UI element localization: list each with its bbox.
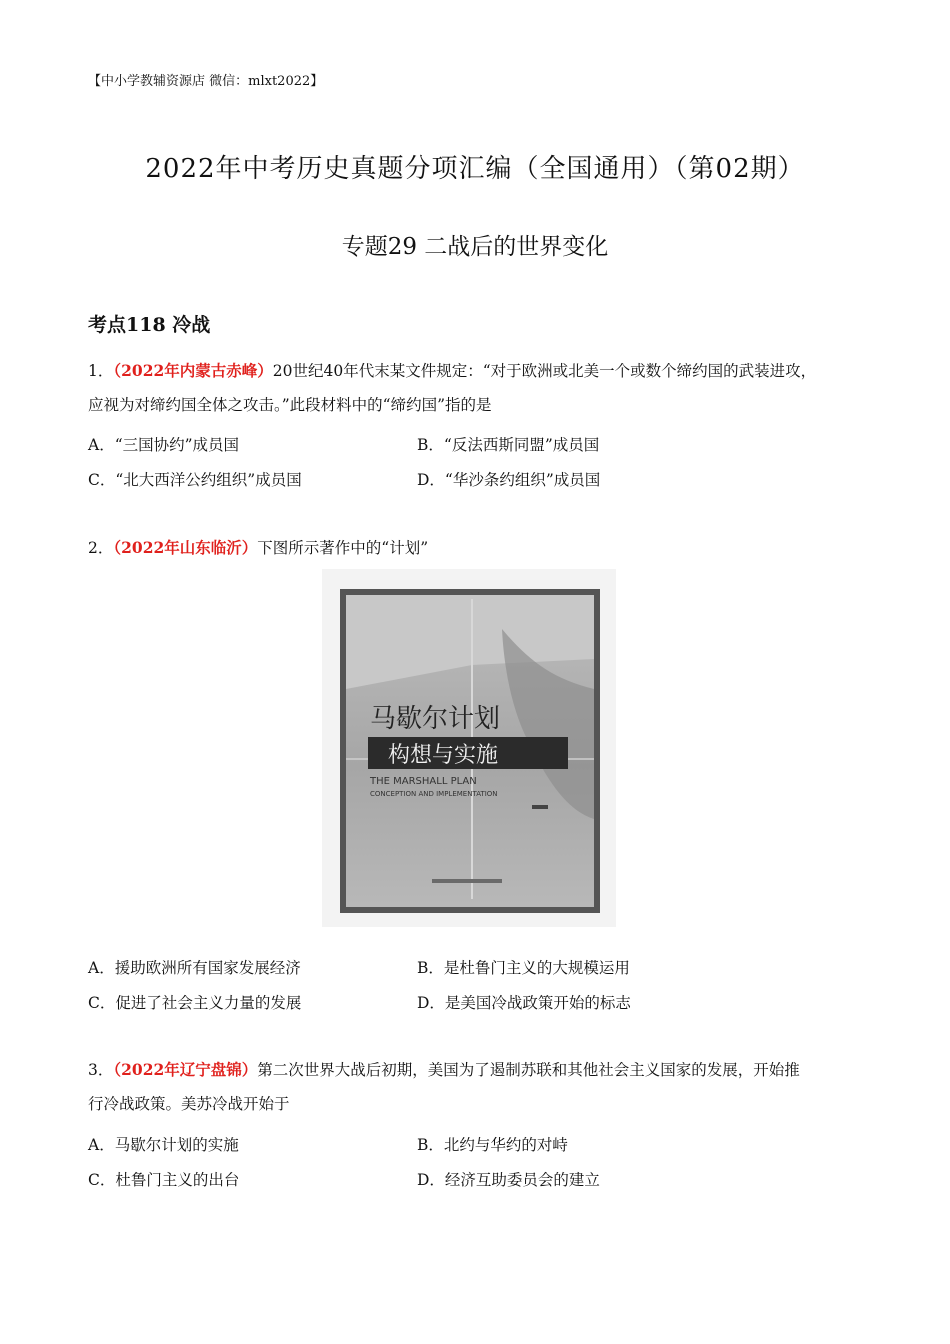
question-2 xyxy=(88,531,428,565)
cover-english-line2: CONCEPTION AND IMPLEMENTATION xyxy=(370,790,498,798)
page-title: 2022年中考历史真题分项汇编（全国通用）（第02期） xyxy=(145,154,805,184)
page-subtitle: 专题29 二战后的世界变化 xyxy=(341,234,609,260)
question-1-option-a: A．“三国协约”成员国 xyxy=(88,436,240,454)
question-number: 3． xyxy=(88,1061,114,1079)
question-text-line2: 行冷战政策。美苏冷战开始于 xyxy=(88,1095,290,1113)
question-2-option-d: D．是美国冷战政策开始的标志 xyxy=(417,994,631,1012)
book-cover-image xyxy=(322,569,616,927)
header-note: 【中小学教辅资源店 微信：mlxt2022】 xyxy=(88,74,324,89)
question-source: （2022年山东临沂） xyxy=(113,538,258,557)
section-heading: 考点118 冷战 xyxy=(88,314,211,336)
question-text-line1: 下图所示著作中的“计划” xyxy=(257,539,429,557)
question-3-option-b: B．北约与华约的对峙 xyxy=(417,1136,568,1154)
question-1-option-b: B．“反法西斯同盟”成员国 xyxy=(417,436,600,454)
question-source: （2022年内蒙古赤峰） xyxy=(113,361,273,380)
question-3-option-d: D．经济互助委员会的建立 xyxy=(417,1171,600,1189)
question-2-option-b: B．是杜鲁门主义的大规模运用 xyxy=(417,959,630,977)
question-1-option-d: D．“华沙条约组织”成员国 xyxy=(417,471,601,489)
question-3-option-c: C．杜鲁门主义的出台 xyxy=(88,1171,240,1189)
question-1 xyxy=(88,354,816,422)
cover-subtitle: 构想与实施 xyxy=(388,743,499,768)
question-1-option-c: C．“北大西洋公约组织”成员国 xyxy=(88,471,302,489)
question-text-line1: 20世纪40年代末某文件规定：“对于欧洲或北美一个或数个缔约国的武装进攻， xyxy=(272,362,817,380)
question-number: 2． xyxy=(88,539,114,557)
question-number: 1． xyxy=(88,362,114,380)
cover-title: 马歇尔计划 xyxy=(370,704,501,734)
question-2-option-a: A．援助欧洲所有国家发展经济 xyxy=(88,959,301,977)
question-2-option-c: C．促进了社会主义力量的发展 xyxy=(88,994,302,1012)
question-source: （2022年辽宁盘锦） xyxy=(113,1060,258,1079)
cover-english-line1: THE MARSHALL PLAN xyxy=(370,776,477,787)
question-3 xyxy=(88,1053,800,1121)
question-3-option-a: A．马歇尔计划的实施 xyxy=(88,1136,239,1154)
question-text-line1: 第二次世界大战后初期，美国为了遏制苏联和其他社会主义国家的发展，开始推 xyxy=(257,1061,800,1079)
question-text-line2: 应视为对缔约国全体之攻击。”此段材料中的“缔约国”指的是 xyxy=(88,396,492,414)
